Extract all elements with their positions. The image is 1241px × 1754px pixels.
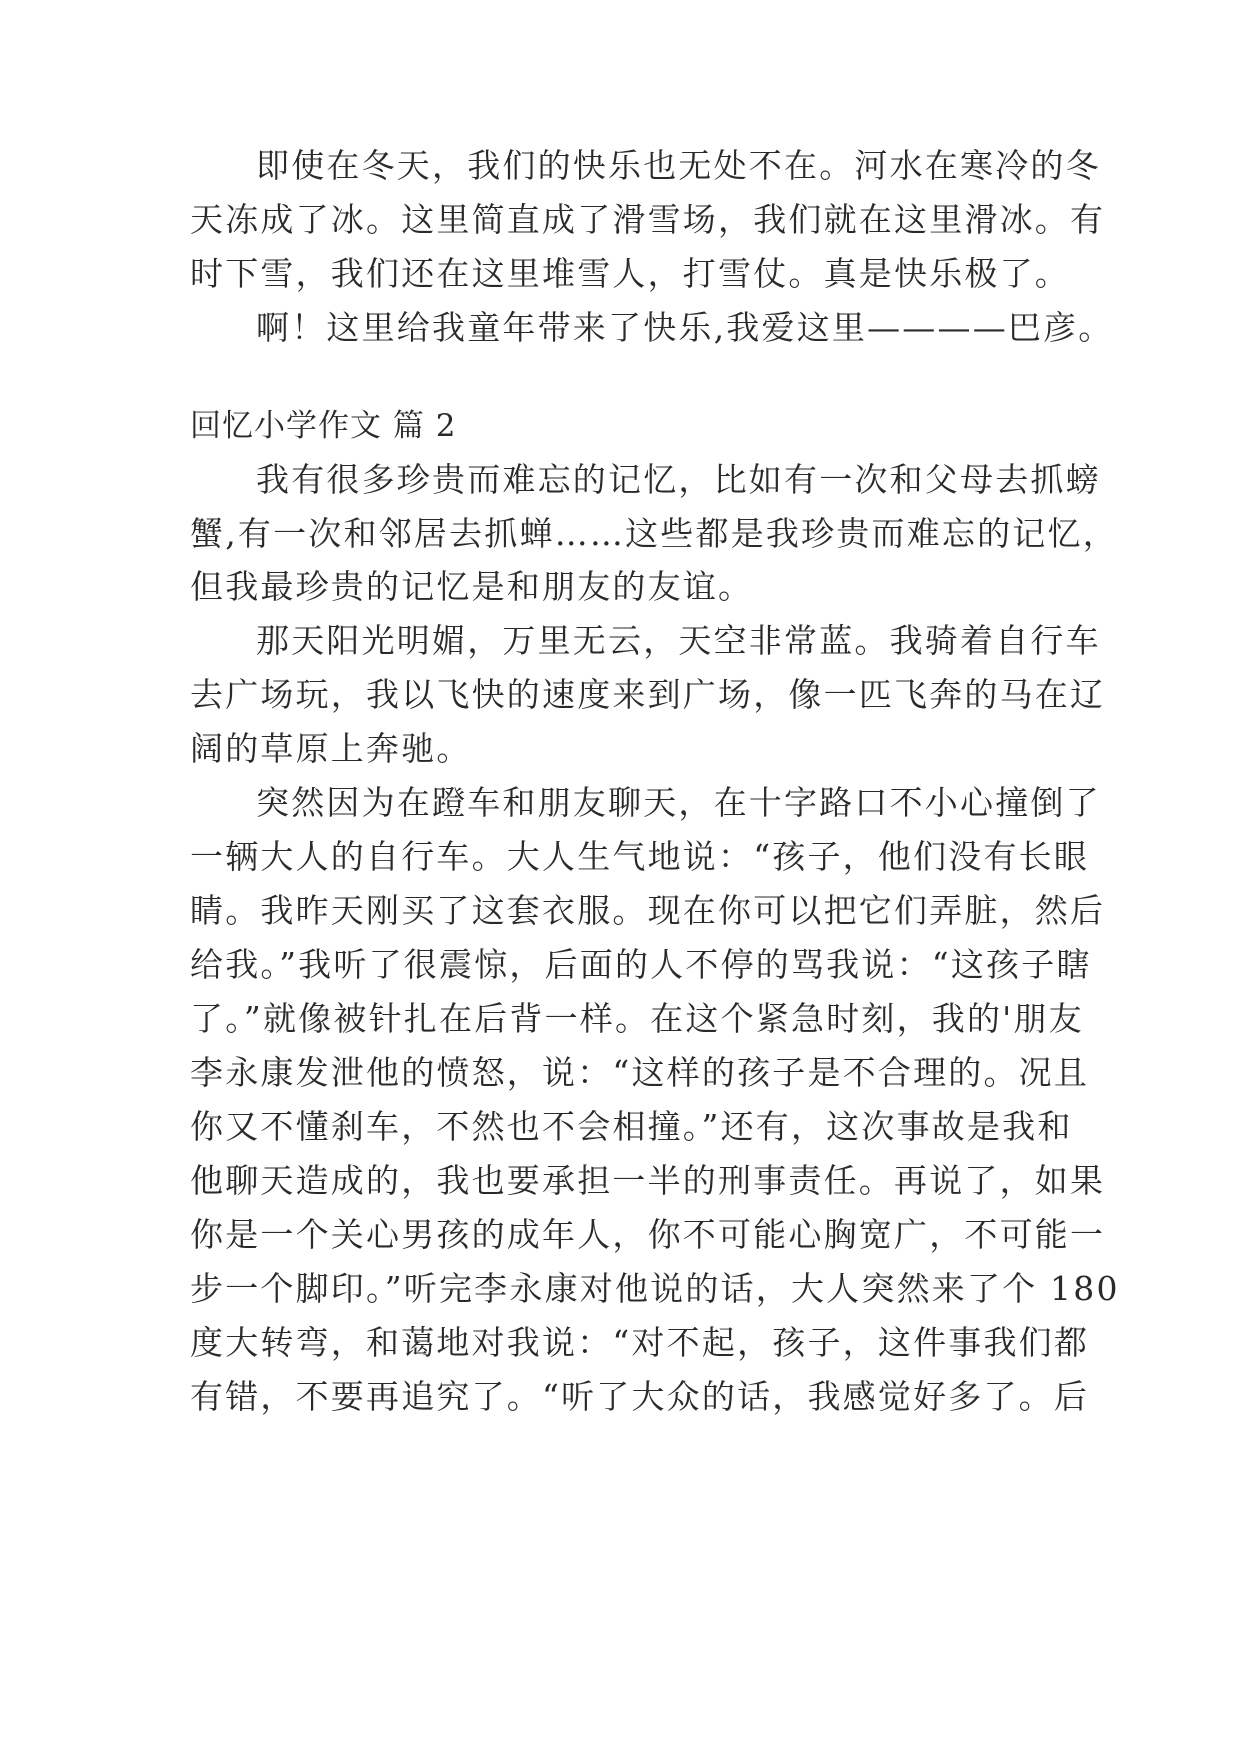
text-line: 蟹,有一次和邻居去抓蝉……这些都是我珍贵而难忘的记忆， xyxy=(190,514,1118,553)
section-heading: 回忆小学作文 篇 2 xyxy=(190,408,457,444)
text-line: 啊！这里给我童年带来了快乐,我爱这里————巴彦。 xyxy=(256,308,1114,347)
text-line: 步一个脚印。”听完李永康对他说的话，大人突然来了个 180 xyxy=(190,1269,1120,1308)
text-line: 去广场玩，我以飞快的速度来到广场，像一匹飞奔的马在辽 xyxy=(190,675,1106,714)
text-line: 天冻成了冰。这里简直成了滑雪场，我们就在这里滑冰。有 xyxy=(190,200,1106,239)
text-line: 了。”就像被针扎在后背一样。在这个紧急时刻，我的'朋友 xyxy=(190,999,1084,1038)
text-line: 那天阳光明媚，万里无云，天空非常蓝。我骑着自行车 xyxy=(256,621,1101,660)
text-line: 我有很多珍贵而难忘的记忆，比如有一次和父母去抓螃 xyxy=(256,460,1101,499)
text-line: 他聊天造成的，我也要承担一半的刑事责任。再说了，如果 xyxy=(190,1161,1106,1200)
text-line: 李永康发泄他的愤怒，说：“这样的孩子是不合理的。况且 xyxy=(190,1053,1090,1092)
text-line: 时下雪，我们还在这里堆雪人，打雪仗。真是快乐极了。 xyxy=(190,254,1070,293)
text-line: 睛。我昨天刚买了这套衣服。现在你可以把它们弄脏，然后 xyxy=(190,891,1106,930)
text-line: 有错，不要再追究了。“听了大众的话，我感觉好多了。后 xyxy=(190,1377,1090,1416)
text-line: 度大转弯，和蔼地对我说：“对不起，孩子，这件事我们都 xyxy=(190,1323,1090,1362)
text-line: 你又不懂刹车，不然也不会相撞。”还有，这次事故是我和 xyxy=(190,1107,1073,1146)
text-line: 突然因为在蹬车和朋友聊天，在十字路口不小心撞倒了 xyxy=(256,783,1101,822)
text-line: 给我。”我听了很震惊，后面的人不停的骂我说：“这孩子瞎 xyxy=(190,945,1092,984)
text-line: 阔的草原上奔驰。 xyxy=(190,729,472,768)
text-line: 你是一个关心男孩的成年人，你不可能心胸宽广，不可能一 xyxy=(190,1215,1106,1254)
text-line: 一辆大人的自行车。大人生气地说：“孩子，他们没有长眼 xyxy=(190,837,1090,876)
text-line: 即使在冬天，我们的快乐也无处不在。河水在寒冷的冬 xyxy=(256,146,1101,185)
text-line: 但我最珍贵的记忆是和朋友的友谊。 xyxy=(190,567,754,606)
